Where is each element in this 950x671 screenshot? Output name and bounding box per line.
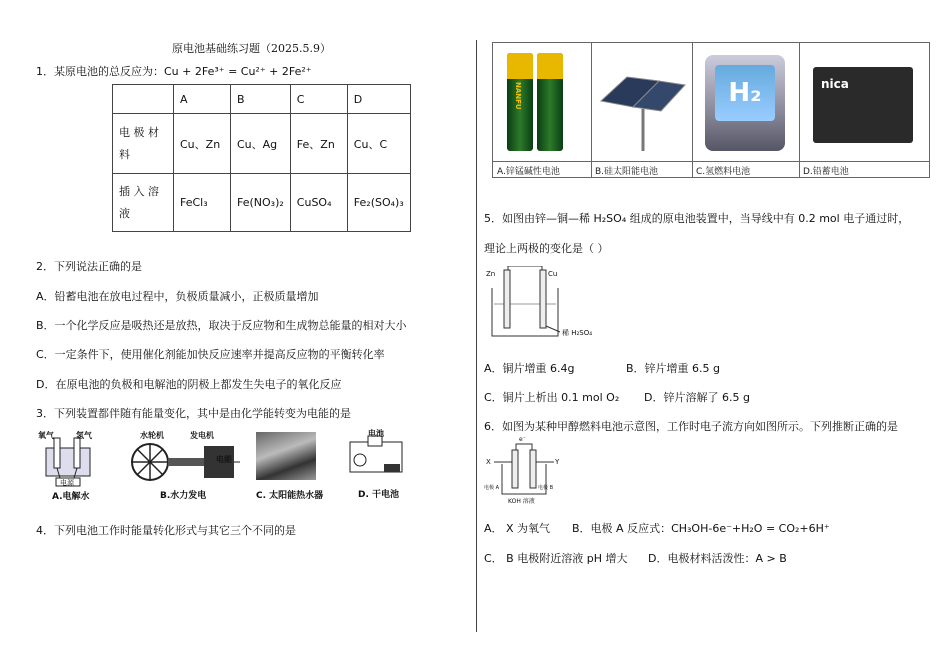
q2-stem: 2．下列说法正确的是 xyxy=(36,260,142,273)
battery-caption-a: A.锌锰碱性电池 xyxy=(497,167,560,177)
koh-label: KOH 溶液 xyxy=(508,498,535,505)
battery-caption-b: B.硅太阳能电池 xyxy=(595,167,659,177)
q6-stem: 6．如图为某种甲醇燃料电池示意图，工作时电子流方向如图所示。下列推断正确的是 xyxy=(484,420,898,433)
q5-option-b: B．锌片增重 6.5 g xyxy=(626,362,721,375)
q3-hydro-figure xyxy=(128,432,240,500)
q4-stem: 4．下列电池工作时能量转化形式与其它三个不同的是 xyxy=(36,524,296,537)
q5-stem-line1: 5．如图由锌—铜—稀 H₂SO₄ 组成的原电池装置中，当导线中有 0.2 mol 电子通过时， xyxy=(484,212,910,225)
q3-caption-a: A.电解水 xyxy=(52,492,90,502)
hydrogen-fuel-cell-image xyxy=(705,55,785,151)
electrode-b-label: 电极 B xyxy=(538,485,554,491)
acid-label: 稀 H₂SO₄ xyxy=(562,329,593,337)
electrode-a-label: 电极 A xyxy=(484,485,500,491)
q5-option-c: C．铜片上析出 0.1 mol O₂ xyxy=(484,391,620,404)
q3-stem: 3．下列装置都伴随有能量变化，其中是由化学能转变为电能的是 xyxy=(36,407,351,420)
q3-caption-d: D. 干电池 xyxy=(358,490,400,500)
h2-label: H₂ xyxy=(715,65,775,121)
battery-brand-text: NANFU xyxy=(514,82,522,110)
q1-cell: CuSO₄ xyxy=(290,174,347,232)
battery-label: 电池 xyxy=(368,429,384,438)
q1-cell: Fe、Zn xyxy=(290,114,347,174)
q1-row1-label: 电 极 材 料 xyxy=(113,114,174,174)
q6-option-d: D．电极材料活泼性：A > B xyxy=(648,552,787,565)
q1-table xyxy=(112,84,411,232)
battery-caption-d: D.铅蓄电池 xyxy=(803,167,849,177)
q3-caption-b: B.水力发电 xyxy=(160,491,207,501)
column-divider xyxy=(476,40,477,632)
aa-battery-image xyxy=(507,53,533,151)
q1-cell: Cu、C xyxy=(347,114,410,174)
q3-dry-cell-figure xyxy=(344,430,406,500)
q1-header-d: D xyxy=(347,85,410,114)
lead-battery-brand: nica xyxy=(821,77,849,91)
image-separator xyxy=(591,43,592,177)
q2-option-b: B．一个化学反应是吸热还是放热，取决于反应物和生成物总能量的相对大小 xyxy=(36,319,407,332)
image-separator xyxy=(493,161,929,162)
q1-header-empty xyxy=(113,85,174,114)
q5-option-a: A．铜片增重 6.4g xyxy=(484,362,575,375)
q6-option-b: B．电极 A 反应式：CH₃OH-6e⁻+H₂O = CO₂+6H⁺ xyxy=(572,522,830,535)
battery-caption-c: C.氢燃料电池 xyxy=(696,167,751,177)
q1-cell: Cu、Zn xyxy=(174,114,231,174)
zn-label: Zn xyxy=(486,270,496,278)
q6-option-c: C． B 电极附近溶液 pH 增大 xyxy=(484,552,628,565)
q3-solar-heater-figure xyxy=(256,432,324,501)
q4-battery-images xyxy=(492,42,930,178)
oxygen-label: 氧气 xyxy=(38,431,54,440)
power-label: 电源 xyxy=(60,479,74,487)
q1-row2-label: 插 入 溶 液 xyxy=(113,174,174,232)
page-title: 原电池基础练习题（2025.5.9） xyxy=(172,42,331,55)
q3-caption-c: C. 太阳能热水器 xyxy=(256,491,324,501)
q1-cell: Cu、Ag xyxy=(231,114,291,174)
solar-panel-image xyxy=(597,63,687,153)
aa-battery-image xyxy=(537,53,563,151)
q1-stem: 1．某原电池的总反应为：Cu + 2Fe³⁺ = Cu²⁺ + 2Fe²⁺ xyxy=(36,65,312,78)
image-separator xyxy=(692,43,693,177)
y-label: Y xyxy=(555,458,560,466)
electron-label: e⁻ xyxy=(519,436,526,443)
q6-option-a: A． X 为氧气 xyxy=(484,522,551,535)
q5-option-d: D．锌片溶解了 6.5 g xyxy=(644,391,750,404)
q2-option-d: D．在原电池的负极和电解池的阴极上都发生失电子的氧化反应 xyxy=(36,378,342,391)
turbine-label: 水轮机 xyxy=(140,431,164,440)
q2-option-c: C．一定条件下，使用催化剂能加快反应速率并提高反应物的平衡转化率 xyxy=(36,348,385,361)
q1-header-a: A xyxy=(174,85,231,114)
cu-label: Cu xyxy=(548,270,558,278)
lead-acid-battery-image xyxy=(813,67,913,143)
q1-header-b: B xyxy=(231,85,291,114)
q3-electrolysis-figure xyxy=(40,430,96,500)
q2-option-a: A．铅蓄电池在放电过程中，负极质量减小，正极质量增加 xyxy=(36,290,319,303)
solar-heater-photo xyxy=(256,432,316,480)
hydrogen-label: 氢气 xyxy=(76,431,92,440)
q1-header-c: C xyxy=(290,85,347,114)
electric-energy-label: 电能 xyxy=(216,455,232,464)
q5-stem-line2: 理论上两极的变化是（ ） xyxy=(484,242,609,255)
q5-cell-figure xyxy=(486,266,596,340)
q1-cell: FeCl₃ xyxy=(174,174,231,232)
q6-fuel-cell-figure xyxy=(484,436,564,506)
image-separator xyxy=(799,43,800,177)
generator-label: 发电机 xyxy=(190,431,214,440)
q1-cell: Fe(NO₃)₂ xyxy=(231,174,291,232)
x-label: X xyxy=(486,458,491,466)
q1-cell: Fe₂(SO₄)₃ xyxy=(347,174,410,232)
